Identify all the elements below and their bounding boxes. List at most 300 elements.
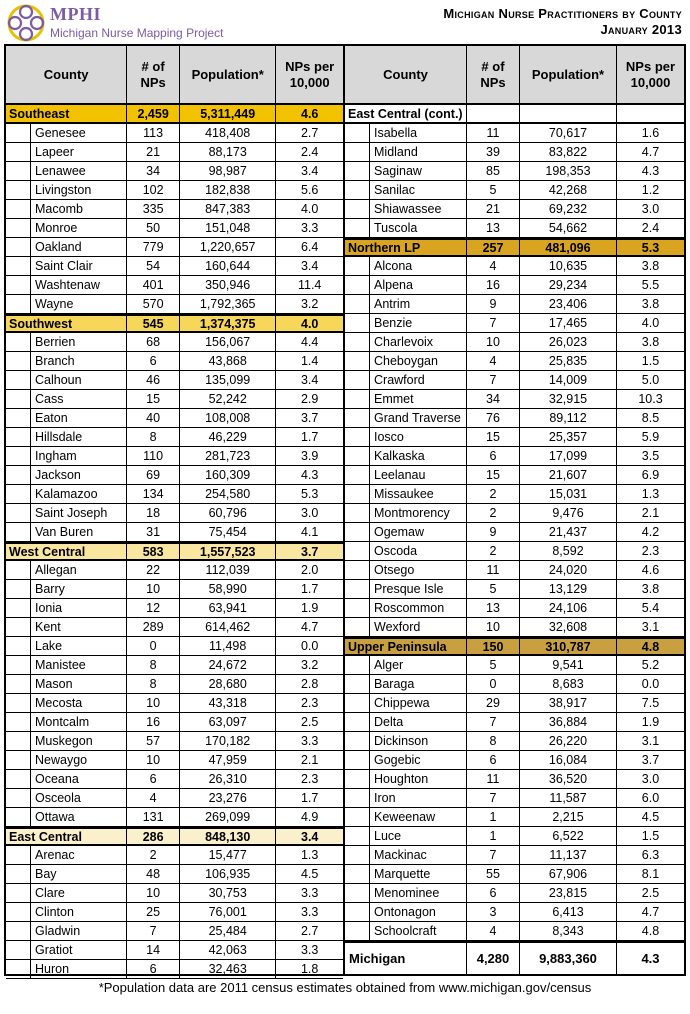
total-population: 9,883,360 (520, 943, 617, 974)
nps-per-10000: 5.3 (641, 240, 660, 255)
county-name: Marquette (374, 867, 431, 881)
nps-per-10000: 3.2 (300, 297, 319, 311)
population: 9,541 (520, 656, 617, 674)
county-name: Oakland (35, 240, 82, 254)
county-row (6, 466, 343, 485)
county-name-cell (6, 580, 127, 598)
population: 32,608 (520, 618, 617, 636)
np-count: 7 (127, 922, 180, 940)
county-row (6, 561, 343, 580)
np-count: 11 (467, 561, 520, 579)
county-name: Midland (374, 145, 418, 159)
header-county: County (6, 46, 127, 103)
county-row (345, 675, 684, 694)
county-row (6, 390, 343, 409)
indent-spacer (345, 903, 370, 921)
nps-per-10000: 1.3 (300, 848, 319, 862)
county-name-cell (345, 143, 467, 161)
county-name-cell (345, 371, 467, 389)
county-name: Calhoun (35, 373, 82, 387)
population: 1,792,365 (180, 295, 276, 313)
county-name-cell (345, 485, 467, 503)
nps-per-10000: 3.3 (300, 943, 319, 957)
nps-per-10000: 4.3 (300, 468, 319, 482)
county-row (345, 580, 684, 599)
county-name-cell (6, 732, 127, 750)
np-count: 7 (467, 713, 520, 731)
population: 36,884 (520, 713, 617, 731)
population: 310,787 (520, 639, 617, 654)
county-row (345, 504, 684, 523)
indent-spacer (6, 846, 31, 864)
indent-spacer (6, 390, 31, 408)
county-name-cell (345, 124, 467, 142)
population: 15,031 (520, 485, 617, 503)
county-row (345, 542, 684, 561)
indent-spacer (6, 371, 31, 389)
population: 14,009 (520, 371, 617, 389)
county-name-cell (6, 922, 127, 940)
county-name-cell (6, 599, 127, 617)
county-name-cell (6, 371, 127, 389)
nps-per-10000: 3.5 (641, 449, 660, 463)
nps-per-10000: 0.0 (641, 677, 660, 691)
county-row (6, 713, 343, 732)
county-row (6, 960, 343, 979)
county-name-cell (345, 162, 467, 180)
county-row (345, 656, 684, 675)
indent-spacer (345, 922, 370, 940)
county-name-cell (6, 390, 127, 408)
population: 1,557,523 (180, 544, 276, 559)
county-name: Ionia (35, 601, 63, 615)
indent-spacer (345, 694, 370, 712)
county-row (6, 447, 343, 466)
np-count: 10 (467, 333, 520, 351)
indent-spacer (345, 827, 370, 845)
county-name: Chippewa (374, 696, 430, 710)
np-count: 15 (467, 428, 520, 446)
county-name: Cheboygan (374, 354, 438, 368)
county-name-cell (6, 238, 127, 256)
indent-spacer (345, 675, 370, 693)
np-count: 12 (127, 599, 180, 617)
indent-spacer (345, 466, 370, 484)
county-row (345, 219, 684, 238)
region-name: Southwest (6, 316, 127, 331)
indent-spacer (6, 637, 31, 655)
nps-per-10000: 4.1 (300, 525, 319, 539)
np-count: 10 (127, 751, 180, 769)
county-name: Saint Joseph (35, 506, 108, 520)
np-count: 15 (127, 390, 180, 408)
county-name: Montcalm (35, 715, 90, 729)
county-name: Lake (35, 639, 63, 653)
county-name: Macomb (35, 202, 83, 216)
population: 88,173 (180, 143, 276, 161)
county-name: Wayne (35, 297, 74, 311)
nps-per-10000: 2.4 (300, 145, 319, 159)
county-row (345, 789, 684, 808)
nps-per-10000: 1.5 (641, 354, 660, 368)
county-name: Luce (374, 829, 402, 843)
county-name-cell (345, 523, 467, 541)
indent-spacer (6, 713, 31, 731)
county-name-cell (345, 504, 467, 522)
county-name-cell (345, 675, 467, 693)
indent-spacer (6, 200, 31, 218)
region-row (345, 105, 684, 124)
county-name-cell (6, 352, 127, 370)
population: 160,644 (180, 257, 276, 275)
county-row (6, 200, 343, 219)
indent-spacer (6, 903, 31, 921)
nps-per-10000: 3.0 (641, 772, 660, 786)
county-name-cell (6, 561, 127, 579)
population: 69,232 (520, 200, 617, 218)
population: 24,106 (520, 599, 617, 617)
indent-spacer (6, 466, 31, 484)
county-row (6, 884, 343, 903)
nps-per-10000: 3.8 (641, 335, 660, 349)
county-name: Hillsdale (35, 430, 83, 444)
county-row (6, 808, 343, 827)
nps-per-10000: 3.4 (300, 373, 319, 387)
county-name-cell (345, 808, 467, 826)
county-name: Arenac (35, 848, 75, 862)
nps-per-10000: 2.3 (300, 696, 319, 710)
county-row (345, 200, 684, 219)
population: 63,941 (180, 599, 276, 617)
np-count: 55 (467, 865, 520, 883)
indent-spacer (345, 200, 370, 218)
np-count: 9 (467, 295, 520, 313)
county-name: Washtenaw (35, 278, 100, 292)
np-count: 16 (127, 713, 180, 731)
county-name: Allegan (35, 563, 77, 577)
nps-per-10000: 1.5 (641, 829, 660, 843)
indent-spacer (345, 884, 370, 902)
population: 8,683 (520, 675, 617, 693)
region-name: West Central (6, 544, 127, 559)
np-count: 10 (127, 694, 180, 712)
np-count: 6 (127, 352, 180, 370)
county-row (345, 181, 684, 200)
county-name: Baraga (374, 677, 415, 691)
county-row (345, 827, 684, 846)
page-title (443, 6, 682, 38)
county-row (6, 485, 343, 504)
population: 112,039 (180, 561, 276, 579)
county-name-cell (6, 675, 127, 693)
county-row (6, 941, 343, 960)
population: 29,234 (520, 276, 617, 294)
indent-spacer (345, 219, 370, 237)
county-name-cell (6, 504, 127, 522)
total-nps: 4,280 (467, 943, 520, 974)
county-name-cell (345, 580, 467, 598)
np-count: 21 (467, 200, 520, 218)
county-name-cell (345, 827, 467, 845)
county-row (6, 333, 343, 352)
region-name: Northern LP (345, 240, 467, 255)
population: 156,067 (180, 333, 276, 351)
county-name-cell (345, 333, 467, 351)
indent-spacer (345, 314, 370, 332)
county-name: Jackson (35, 468, 81, 482)
np-count: 2 (467, 504, 520, 522)
np-count: 2 (127, 846, 180, 864)
nps-per-10000: 4.2 (641, 525, 660, 539)
total-per: 4.3 (641, 951, 660, 966)
indent-spacer (345, 789, 370, 807)
michigan-total-row (345, 941, 684, 974)
county-name-cell (345, 694, 467, 712)
indent-spacer (6, 865, 31, 883)
population: 23,815 (520, 884, 617, 902)
nps-per-10000: 4.5 (641, 810, 660, 824)
title-line-1: Michigan Nurse Practitioners by County (443, 6, 682, 21)
population: 24,672 (180, 656, 276, 674)
indent-spacer (6, 789, 31, 807)
population: 481,096 (520, 240, 617, 255)
county-row (6, 523, 343, 542)
population: 17,099 (520, 447, 617, 465)
indent-spacer (6, 333, 31, 351)
county-row (345, 903, 684, 922)
county-name: Grand Traverse (374, 411, 461, 425)
np-count: 2 (467, 485, 520, 503)
county-row (6, 865, 343, 884)
np-count: 13 (467, 219, 520, 237)
population: 28,680 (180, 675, 276, 693)
county-name: Berrien (35, 335, 76, 349)
nps-per-10000: 4.7 (641, 145, 660, 159)
nps-per-10000: 4.0 (301, 316, 319, 331)
county-name-cell (345, 713, 467, 731)
nps-per-10000: 5.5 (641, 278, 660, 292)
np-count: 102 (127, 181, 180, 199)
county-name: Iron (374, 791, 396, 805)
county-name: Schoolcraft (374, 924, 437, 938)
population: 5,311,449 (180, 105, 276, 122)
np-count: 69 (127, 466, 180, 484)
county-row (6, 580, 343, 599)
county-name-cell (6, 333, 127, 351)
population: 11,137 (520, 846, 617, 864)
population: 46,229 (180, 428, 276, 446)
county-name: Ogemaw (374, 525, 425, 539)
nps-per-10000: 4.7 (641, 905, 660, 919)
nps-per-10000: 2.1 (300, 753, 319, 767)
nps-per-10000: 10.3 (638, 392, 663, 406)
county-name: Huron (35, 962, 70, 976)
indent-spacer (6, 561, 31, 579)
county-name-cell (6, 960, 127, 978)
nps-per-10000: 2.4 (641, 221, 660, 235)
region-name: Upper Peninsula (345, 639, 467, 654)
population: 42,063 (180, 941, 276, 959)
np-count: 4 (467, 922, 520, 940)
indent-spacer (345, 561, 370, 579)
county-name: Cass (35, 392, 64, 406)
np-count: 8 (127, 656, 180, 674)
indent-spacer (345, 257, 370, 275)
county-name-cell (6, 162, 127, 180)
region-name: East Central (cont.) (345, 105, 467, 122)
county-name-cell (6, 618, 127, 636)
county-name: Lapeer (35, 145, 74, 159)
county-row (6, 504, 343, 523)
indent-spacer (345, 846, 370, 864)
county-name-cell (345, 922, 467, 940)
indent-spacer (345, 542, 370, 560)
population: 26,023 (520, 333, 617, 351)
county-name-cell (345, 542, 467, 560)
indent-spacer (6, 485, 31, 503)
county-name: Alcona (374, 259, 413, 273)
county-name-cell (6, 694, 127, 712)
nps-per-10000: 6.0 (641, 791, 660, 805)
nps-per-10000 (617, 105, 684, 122)
nps-per-10000: 6.9 (641, 468, 660, 482)
nps-per-10000: 3.3 (300, 734, 319, 748)
county-row (345, 276, 684, 295)
county-name-cell (6, 637, 127, 655)
county-name-cell (345, 846, 467, 864)
county-row (345, 618, 684, 637)
county-name-cell (345, 181, 467, 199)
county-name-cell (6, 295, 127, 313)
population: 6,413 (520, 903, 617, 921)
county-name: Kalkaska (374, 449, 425, 463)
county-name: Wexford (374, 620, 421, 634)
population: 54,662 (520, 219, 617, 237)
nps-per-10000: 3.8 (641, 297, 660, 311)
np-count: 150 (467, 639, 520, 654)
nps-per-10000: 3.3 (300, 886, 319, 900)
np-count: 6 (467, 884, 520, 902)
np-count: 1 (467, 827, 520, 845)
np-count: 545 (127, 316, 180, 331)
population: 23,406 (520, 295, 617, 313)
population: 198,353 (520, 162, 617, 180)
county-row (6, 637, 343, 656)
table-header (345, 46, 684, 105)
indent-spacer (6, 124, 31, 142)
region-row (345, 637, 684, 656)
np-count: 68 (127, 333, 180, 351)
np-count: 335 (127, 200, 180, 218)
np-count: 5 (467, 181, 520, 199)
county-name: Manistee (35, 658, 86, 672)
indent-spacer (345, 276, 370, 294)
indent-spacer (345, 409, 370, 427)
population: 52,242 (180, 390, 276, 408)
header-per: NPs per 10,000 (625, 58, 676, 90)
nps-per-10000: 1.9 (300, 601, 319, 615)
county-row (6, 599, 343, 618)
population: 8,343 (520, 922, 617, 940)
county-name: Iosco (374, 430, 404, 444)
county-row (345, 485, 684, 504)
county-row (6, 162, 343, 181)
population: 151,048 (180, 219, 276, 237)
indent-spacer (6, 276, 31, 294)
county-row (6, 238, 343, 257)
nps-per-10000: 3.2 (300, 658, 319, 672)
population: 16,084 (520, 751, 617, 769)
county-row (345, 713, 684, 732)
np-count: 7 (467, 789, 520, 807)
population: 160,309 (180, 466, 276, 484)
np-count (467, 105, 520, 122)
county-name: Otsego (374, 563, 415, 577)
np-count: 14 (127, 941, 180, 959)
county-name: Ingham (35, 449, 77, 463)
county-row (345, 770, 684, 789)
np-count: 13 (467, 599, 520, 617)
county-row (345, 447, 684, 466)
np-count: 2 (467, 542, 520, 560)
header-county: County (345, 46, 467, 103)
np-count: 3 (467, 903, 520, 921)
indent-spacer (6, 238, 31, 256)
indent-spacer (6, 257, 31, 275)
np-count: 25 (127, 903, 180, 921)
county-name-cell (6, 276, 127, 294)
np-count: 22 (127, 561, 180, 579)
county-name-cell (6, 447, 127, 465)
county-name: Antrim (374, 297, 411, 311)
county-name-cell (345, 200, 467, 218)
county-name: Clinton (35, 905, 74, 919)
county-name-cell (6, 200, 127, 218)
indent-spacer (345, 599, 370, 617)
indent-spacer (345, 295, 370, 313)
nps-per-10000: 3.3 (300, 221, 319, 235)
county-name: Eaton (35, 411, 68, 425)
np-count: 131 (127, 808, 180, 826)
population: 98,987 (180, 162, 276, 180)
indent-spacer (6, 694, 31, 712)
population: 106,935 (180, 865, 276, 883)
county-name-cell (6, 656, 127, 674)
population: 8,592 (520, 542, 617, 560)
population: 60,796 (180, 504, 276, 522)
indent-spacer (345, 485, 370, 503)
population: 350,946 (180, 276, 276, 294)
county-row (345, 124, 684, 143)
footnote: *Population data are 2011 census estimates obtained from www.michigan.gov/census (98, 980, 592, 995)
nps-per-10000: 2.7 (300, 924, 319, 938)
nps-per-10000: 1.6 (641, 126, 660, 140)
population: 614,462 (180, 618, 276, 636)
population: 32,463 (180, 960, 276, 978)
nps-per-10000: 3.1 (641, 620, 660, 634)
header-population: Population* (180, 46, 276, 103)
county-name: Mecosta (35, 696, 83, 710)
county-name: Ontonagon (374, 905, 436, 919)
population: 75,454 (180, 523, 276, 541)
np-count: 11 (467, 124, 520, 142)
indent-spacer (6, 162, 31, 180)
population: 38,917 (520, 694, 617, 712)
county-row (6, 694, 343, 713)
county-row (6, 656, 343, 675)
population: 32,915 (520, 390, 617, 408)
county-name: Mackinac (374, 848, 427, 862)
